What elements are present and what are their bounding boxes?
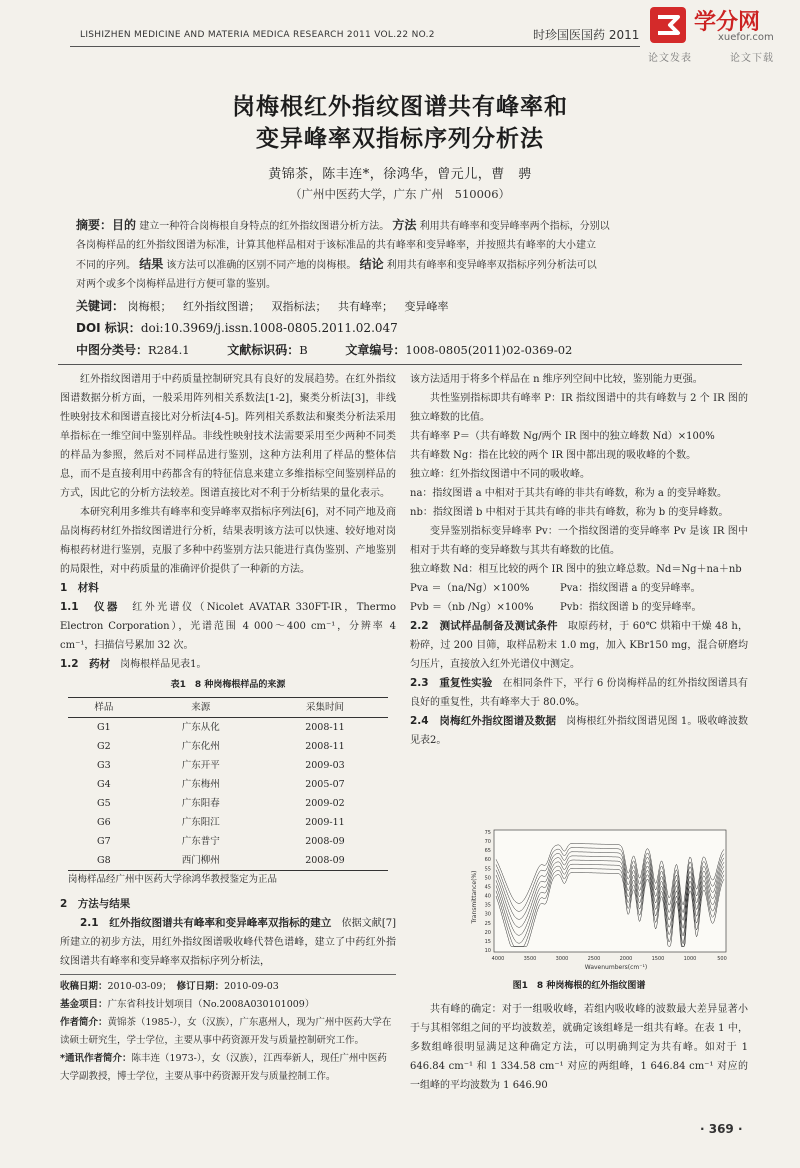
corresponding-author-label: *通讯作者简介： [60, 1053, 132, 1064]
keyword-1: 岗梅根； [127, 300, 172, 313]
nd-definition: 独立峰数 Nd：相互比较的两个 IR 图中的独立峰总数。Nd＝Ng＋na＋nb [410, 564, 742, 575]
section-2-2-text: 取原药材，于 60℃ 烘箱中干燥 48 h，粉碎，过 200 目筛，取样品粉末 1.0 mg，加入 KBr150 mg，混合研磨均匀压片，直接放入红外光谱仪中测定。 [410, 621, 748, 670]
table-row [68, 718, 388, 738]
section-1-1-text: 红外光谱仪（Nicolet AVATAR 330FT-IR，Thermo Electron Corporation），光谱范围 4 000～400 cm⁻¹，分辨率 4 cm⁻¹，扫描信号累加 32 次。 [60, 602, 397, 651]
running-header-right: 时珍国医国药 2011 [533, 28, 640, 42]
watermark-domain: xuefor.com [718, 32, 774, 43]
x-tick-label: 3000 [555, 956, 569, 962]
section-2-3-text: 在相同条件下，平行 6 份岗梅样品的红外指纹图谱具有良好的重复性，共有峰率大于 80.0%。 [410, 678, 748, 708]
pvb-definition: Pvb：指纹图谱 b 的变异峰率。 [560, 602, 702, 613]
doc-code-value: B [299, 343, 308, 357]
table-row [68, 737, 388, 756]
section-1-2-text: 岗梅根样品见表1。 [120, 659, 207, 670]
independent-peak-definition: 独立峰：红外指纹图谱中不同的吸收峰。 [410, 469, 590, 480]
clc-value: R284.1 [148, 343, 190, 357]
section-2-heading: 2 方法与结果 [60, 898, 131, 910]
table-cell-date: 2009-11 [305, 817, 345, 828]
x-tick-label: 500 [717, 956, 727, 962]
table-1-caption: 表1 8 种岗梅根样品的来源 [170, 680, 286, 690]
table-cell-date: 2009-02 [305, 798, 345, 809]
y-tick-label: 15 [484, 938, 491, 945]
watermark-slogan-left: 论文发表 [648, 53, 692, 64]
keyword-2: 红外指纹图谱； [183, 300, 261, 313]
revised-date: 2010-09-03 [224, 981, 279, 992]
table-row [68, 832, 388, 851]
watermark-seal-icon [648, 5, 688, 45]
author-bio-text: 黄锦茶（1985-），女（汉族），广东惠州人，现为广州中医药大学在读硕士研究生，学士学位，主要从事中药资源开发与质量控制研究工作。 [60, 1017, 392, 1046]
table-cell-date: 2008-09 [305, 836, 345, 847]
section-2-4-text: 岗梅根红外指纹图谱见图 1。吸收峰波数见表2。 [410, 716, 748, 746]
table-1-note: 岗梅样品经广州中医药大学徐鸿华教授鉴定为正品 [68, 874, 278, 885]
y-tick-label: 40 [484, 893, 491, 900]
y-tick-label: 35 [484, 902, 491, 909]
common-peak-definition: 共性鉴别指标即共有峰率 P：IR 指纹图谱中的共有峰数与 2 个 IR 图的独立峰数的比值。 [410, 393, 748, 423]
footnotes [60, 978, 396, 1086]
y-tick-label: 10 [484, 948, 491, 954]
figure-1-caption: 图1 8 种岗梅根的红外指纹图谱 [512, 981, 646, 991]
keyword-3: 双指标法； [271, 300, 327, 313]
y-tick-label: 20 [484, 929, 491, 936]
author-bio-label: 作者简介： [60, 1017, 108, 1028]
table-cell-sample: G8 [97, 855, 111, 866]
intro-paragraph-1: 红外指纹图谱用于中药质量控制研究具有良好的发展趋势。在红外指纹图谱数据分析方面，一般采用阵列相关系数法[1-2]，聚类分析法[3]，非线性映射技术和图谱直接比对分析法[4-5]。阵列相关系数法和聚类分析法采用单指标在一维空间中鉴别样品。非线性映射技术法需要采用至少两种不同类的样品为参照，然后对不同样品进行鉴别，这种方法利用了样品的整体信息，而不是直接利用中药都含有的特征信息来建立多维指标空间鉴别样品的方式，因此它的分析方法较差。图谱直接比对不利于分析结果的量化表示。 [60, 374, 396, 499]
section-2-1-text: 依据文献[7]所建立的初步方法，用红外指纹图谱吸收峰代替色谱峰，建立了中药红外指纹图谱共有峰率和变异峰率双指标序列分析法， [60, 918, 397, 967]
figure-x-axis-label: Wavenumbers(cm⁻¹) [584, 964, 648, 971]
table-cell-sample: G6 [97, 817, 111, 828]
purpose-label: 目的 [112, 218, 137, 232]
running-header-left: LISHIZHEN MEDICINE AND MATERIA MEDICA RESEARCH 2011 VOL.22 NO.2 [80, 30, 435, 40]
variation-peak-definition: 变异鉴别指标变异峰率 Pv：一个指纹图谱的变异峰率 Pv 是该 IR 图中相对于共有峰的变异峰数与其共有峰数的比值。 [410, 526, 748, 556]
table-cell-date: 2008-11 [305, 722, 345, 733]
affiliation: （广州中医药大学，广东 广州 510006） [289, 187, 511, 201]
table-cell-sample: G1 [97, 722, 111, 733]
common-peak-count-definition: 共有峰数 Ng：指在比较的两个 IR 图中都出现的吸收峰的个数。 [410, 450, 697, 461]
section-1-2-label: 1.2 药材 [60, 658, 111, 670]
left-column [60, 370, 396, 971]
abstract [76, 216, 736, 294]
table-row [68, 756, 388, 775]
pvb-formula: Pvb ＝（nb /Ng）×100% [410, 602, 534, 613]
table-cell-source: 广东从化 [181, 722, 220, 733]
keyword-4: 共有峰率； [338, 300, 394, 313]
clc-label: 中图分类号： [76, 343, 149, 357]
section-2-4-label: 2.4 岗梅红外指纹图谱及数据 [410, 715, 557, 727]
watermark-brand: 学分网 [694, 10, 761, 35]
table-cell-source: 广东化州 [181, 741, 220, 752]
section-1-heading: 1 材料 [60, 582, 99, 594]
x-tick-label: 2000 [619, 956, 633, 962]
y-tick-label: 55 [484, 866, 491, 873]
page-title-line-2: 变异峰率双指标序列分析法 [256, 126, 544, 152]
right-paragraph-1: 该方法适用于将多个样品在 n 维序列空间中比较，鉴别能力更强。 [410, 374, 703, 385]
conclusion-text-1: 利用共有峰率和变异峰率双指标序列分析法可以 [386, 260, 597, 271]
keywords [76, 297, 449, 314]
ir-spectra-figure [466, 822, 736, 972]
x-tick-label: 1000 [683, 956, 697, 962]
watermark-logo [646, 3, 796, 63]
keywords-label: 关键词： [76, 299, 125, 313]
y-tick-label: 75 [484, 830, 491, 836]
y-tick-label: 65 [484, 848, 491, 855]
table-cell-date: 2008-11 [305, 741, 345, 752]
fund-label: 基金项目： [60, 999, 108, 1010]
table-row [68, 851, 388, 871]
table-cell-source: 广东开平 [181, 760, 220, 771]
conclusion-text-2: 对两个或多个岗梅样品进行方便可靠的鉴别。 [76, 279, 276, 290]
abstract-rule [58, 364, 742, 365]
table-cell-sample: G7 [97, 836, 111, 847]
doi-value: doi:10.3969/j.issn.1008-0805.2011.02.047 [140, 321, 398, 335]
keyword-5: 变异峰率 [404, 300, 449, 313]
doc-code-label: 文献标识码： [227, 343, 300, 357]
abstract-label: 摘要： [76, 218, 113, 232]
table-header-source: 来源 [191, 702, 211, 713]
y-tick-label: 45 [484, 884, 491, 891]
page-number: · 369 · [700, 1122, 743, 1136]
figure-y-axis-label: Transmittance(%) [471, 870, 478, 924]
method-text-1: 利用共有峰率和变异峰率两个指标，分别以 [419, 221, 610, 232]
table-header-sample: 样品 [94, 702, 114, 713]
table-cell-sample: G3 [97, 760, 111, 771]
x-tick-label: 1500 [651, 956, 665, 962]
section-2-2-label: 2.2 测试样品制备及测试条件 [410, 620, 558, 632]
table-row [68, 775, 388, 794]
y-tick-label: 70 [484, 839, 491, 846]
table-header-date: 采集时间 [305, 702, 344, 713]
result-label: 结果 [139, 257, 164, 271]
common-peak-formula: 共有峰率 P＝（共有峰数 Ng/两个 IR 图中的独立峰数 Nd）×100% [410, 431, 715, 442]
section-2-1-label: 2.1 红外指纹图谱共有峰率和变异峰率双指标的建立 [80, 917, 332, 929]
table-cell-sample: G2 [97, 741, 111, 752]
conclusion-label: 结论 [359, 257, 384, 271]
y-tick-label: 25 [484, 920, 491, 927]
table-cell-source: 西门柳州 [181, 855, 220, 866]
x-tick-label: 4000 [491, 956, 505, 962]
header-rule [70, 46, 640, 47]
pva-formula: Pva ＝（na/Ng）×100% [410, 583, 530, 594]
article-number-label: 文章编号： [345, 343, 406, 357]
table-cell-source: 广东阳江 [181, 817, 220, 828]
right-column [410, 370, 748, 750]
nb-definition: nb：指纹图谱 b 中相对于其共有峰的非共有峰数，称为 b 的变异峰数。 [410, 507, 729, 518]
table-cell-sample: G4 [97, 779, 111, 790]
doi [76, 319, 398, 336]
method-text-3: 不同的序列。 [76, 260, 136, 271]
purpose-text: 建立一种符合岗梅根自身特点的红外指纹图谱分析方法。 [139, 221, 390, 232]
footnote-rule [60, 974, 396, 975]
intro-paragraph-2: 本研究利用多维共有峰率和变异峰率双指标序列法[6]，对不同产地及商品岗梅药材红外指纹图谱进行分析，结果表明该方法可以快速、较好地对岗梅根药材进行鉴别，克服了多种中药鉴别方法只能进行真伪鉴别、产地鉴别的局限性，对中药质量的准确评价提供了一种新的方法。 [60, 507, 396, 575]
y-tick-label: 50 [484, 875, 491, 882]
table-header-row [68, 698, 388, 718]
fund-text: 广东省科技计划项目（No.2008A030101009） [107, 999, 315, 1010]
received-date: 2010-03-09； [107, 981, 168, 992]
doi-label: DOI 标识： [76, 321, 141, 335]
section-2-3-label: 2.3 重复性实验 [410, 677, 493, 689]
table-cell-date: 2005-07 [305, 779, 345, 790]
corresponding-author-text: 陈丰连（1973-），女（汉族），江西奉新人，现任广州中医药大学副教授，博士学位，主要从事中药资源开发与质量控制工作。 [60, 1053, 387, 1082]
revised-label: 修订日期： [176, 981, 225, 992]
y-tick-label: 30 [484, 911, 491, 918]
section-1-1-label: 1.1 仪器 [60, 601, 120, 613]
article-number-value: 1008-0805(2011)02-0369-02 [405, 343, 573, 357]
result-text: 该方法可以准确的区别不同产地的岗梅根。 [166, 260, 357, 271]
watermark-slogan-right: 论文下载 [730, 53, 774, 64]
table-row [68, 813, 388, 832]
y-tick-label: 60 [484, 857, 491, 864]
na-definition: na：指纹图谱 a 中相对于其共有峰的非共有峰数，称为 a 的变异峰数。 [410, 488, 728, 499]
table-1 [68, 697, 388, 871]
received-label: 收稿日期： [60, 981, 108, 992]
table-cell-sample: G5 [97, 798, 111, 809]
table-cell-source: 广东梅州 [181, 779, 220, 790]
table-cell-source: 广东阳春 [181, 798, 220, 809]
authors: 黄锦茶，陈丰连*，徐鸿华，曾元儿，曹 骋 [268, 167, 532, 182]
x-tick-label: 3500 [523, 956, 537, 962]
table-cell-source: 广东普宁 [181, 836, 220, 847]
pva-definition: Pva：指纹图谱 a 的变异峰率。 [560, 583, 701, 594]
method-label: 方法 [392, 218, 417, 232]
x-tick-label: 2500 [587, 956, 601, 962]
common-peak-determination: 共有峰的确定：对于一组吸收峰，若组内吸收峰的波数最大差异显著小于与其相邻组之间的平均波数差，就确定该组峰是一组共有峰。在表 1 中，多数组峰很明显满足这种确定方法，可以明确判定为共有峰。如对于 1 646.84 cm⁻¹ 和 1 334.58 cm⁻¹ 对应的两组峰，1 646.84 cm⁻¹ 对应的一组峰的平均波数为 1 646.90 [410, 1004, 748, 1091]
table-cell-date: 2008-09 [305, 855, 345, 866]
page-title-line-1: 岗梅根红外指纹图谱共有峰率和 [232, 94, 568, 120]
table-row [68, 794, 388, 813]
method-text-2: 各岗梅样品的红外指纹图谱为标准，计算其他样品相对于该标准品的共有峰率和变异峰率，并按照共有峰率的大小建立 [76, 240, 596, 251]
classification-line [76, 341, 572, 358]
table-cell-date: 2009-03 [305, 760, 345, 771]
